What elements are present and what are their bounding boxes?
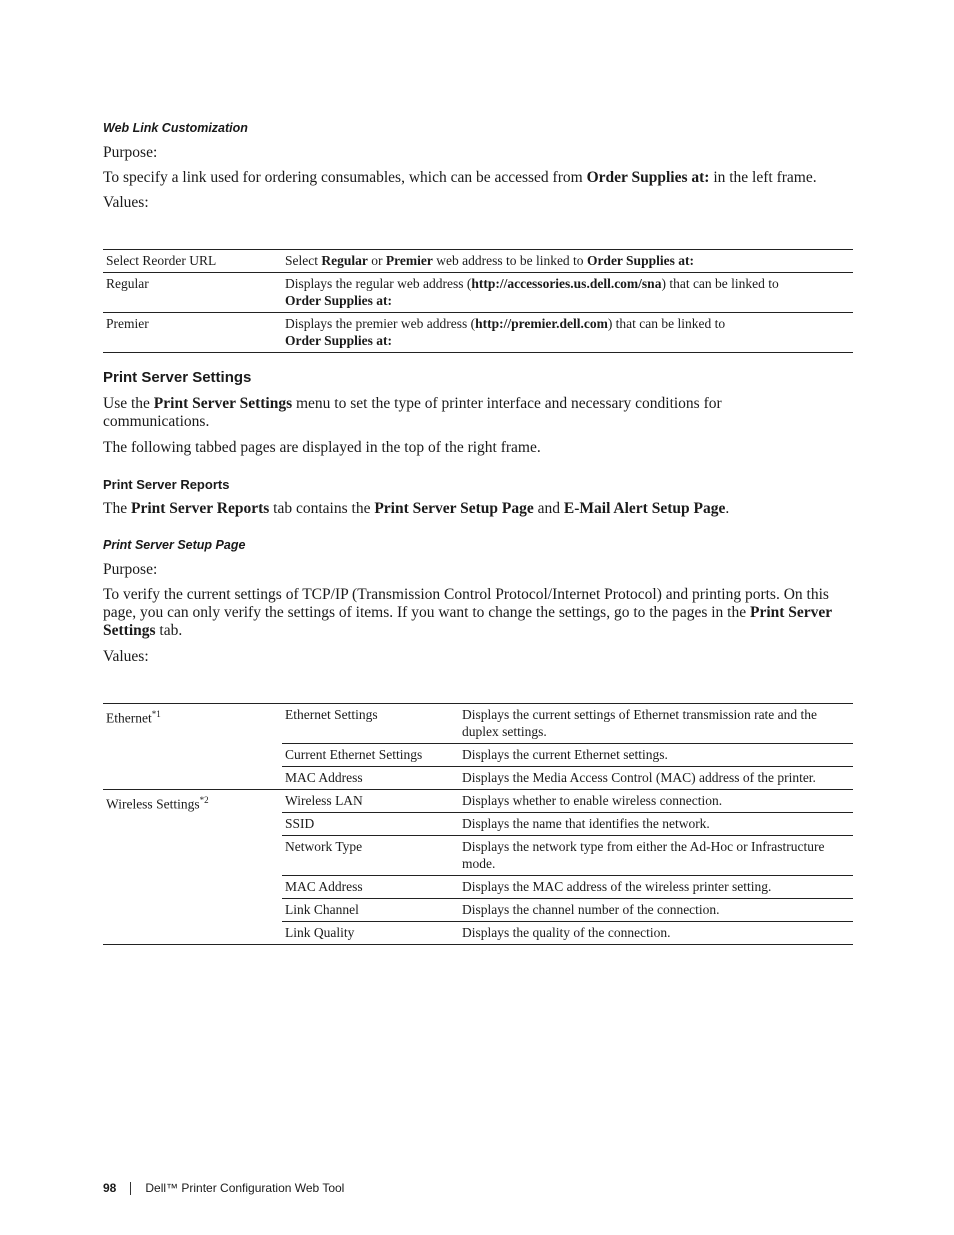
page-number: 98 <box>103 1181 117 1195</box>
section-heading-print-server-settings: Print Server Settings <box>103 369 252 386</box>
table-cell-name: Premier <box>106 316 149 331</box>
table-cell-item: Wireless LAN <box>285 793 363 808</box>
values-label: Values: <box>103 194 149 211</box>
table-row <box>103 790 853 813</box>
table-cell-item: Current Ethernet Settings <box>285 747 423 762</box>
table-cell-desc: Displays the regular web address (http://accessories.us.dell.com/sna) that can be linked to Order Supplies at: <box>285 276 779 308</box>
values-label: Values: <box>103 648 149 665</box>
print-server-tabs-note: The following tabbed pages are displayed in the top of the right frame. <box>103 439 541 456</box>
setup-page-purpose-text: To verify the current settings of TCP/IP (Transmission Control Protocol/Internet Protocol) and printing ports. On this page, you can only verify the settings of items. If you want to change the settings, go to the pages in the Print Server Settings tab. <box>103 586 832 639</box>
page-footer <box>103 1181 344 1195</box>
table-cell-name: Regular <box>106 276 149 291</box>
table-cell-desc: Displays the current Ethernet settings. <box>462 747 668 762</box>
section-heading-web-link: Web Link Customization <box>103 121 248 135</box>
section-heading-print-server-setup-page: Print Server Setup Page <box>103 538 246 552</box>
print-server-reports-text: The Print Server Reports tab contains the Print Server Setup Page and E-Mail Alert Setup Page. <box>103 500 730 517</box>
web-link-values-table <box>103 249 853 353</box>
section-heading-print-server-reports: Print Server Reports <box>103 477 230 492</box>
purpose-label: Purpose: <box>103 144 158 161</box>
table-cell-name: Select Reorder URL <box>106 253 217 268</box>
table-cell-item: Link Quality <box>285 925 355 940</box>
table-cell-desc: Select Regular or Premier web address to be linked to Order Supplies at: <box>285 253 694 268</box>
table-cell-desc: Displays the MAC address of the wireless printer setting. <box>462 879 772 894</box>
table-cell-desc: Displays the current settings of Ethernet transmission rate and the duplex settings. <box>462 707 818 739</box>
table-cell-desc: Displays the premier web address (http://premier.dell.com) that can be linked to Order Supplies at: <box>285 316 726 348</box>
table-cell-desc: Displays the quality of the connection. <box>462 925 671 940</box>
setup-page-values-table <box>103 703 853 945</box>
footer-divider <box>130 1182 131 1195</box>
table-group-wireless: Wireless Settings$^{*2}$ <box>106 795 209 812</box>
table-row <box>103 704 853 744</box>
table-cell-item: SSID <box>285 816 315 831</box>
table-group-ethernet: Ethernet$^{*1}$ <box>103 704 282 790</box>
footer-title: Dell™ Printer Configuration Web Tool <box>145 1181 345 1195</box>
table-row <box>103 250 853 273</box>
table-cell-item: Network Type <box>285 839 363 854</box>
table-cell-desc: Displays whether to enable wireless connection. <box>462 793 723 808</box>
table-row <box>103 313 853 353</box>
table-cell-desc: Displays the network type from either the Ad-Hoc or Infrastructure mode. <box>462 839 825 871</box>
table-cell-desc: Displays the Media Access Control (MAC) address of the printer. <box>462 770 816 785</box>
table-cell-item: MAC Address <box>285 770 363 785</box>
table-cell-item: Link Channel <box>285 902 359 917</box>
table-cell-item: Ethernet Settings <box>285 707 378 722</box>
table-cell-desc: Displays the channel number of the connection. <box>462 902 720 917</box>
table-row <box>103 273 853 313</box>
table-cell-desc: Displays the name that identifies the network. <box>462 816 710 831</box>
table-cell-item: MAC Address <box>285 879 363 894</box>
print-server-intro: Use the Print Server Settings menu to set the type of printer interface and necessary conditions for communications. <box>103 395 722 430</box>
purpose-label: Purpose: <box>103 561 158 578</box>
web-link-purpose-text: To specify a link used for ordering consumables, which can be accessed from Order Supplies at: in the left frame. <box>103 169 817 186</box>
